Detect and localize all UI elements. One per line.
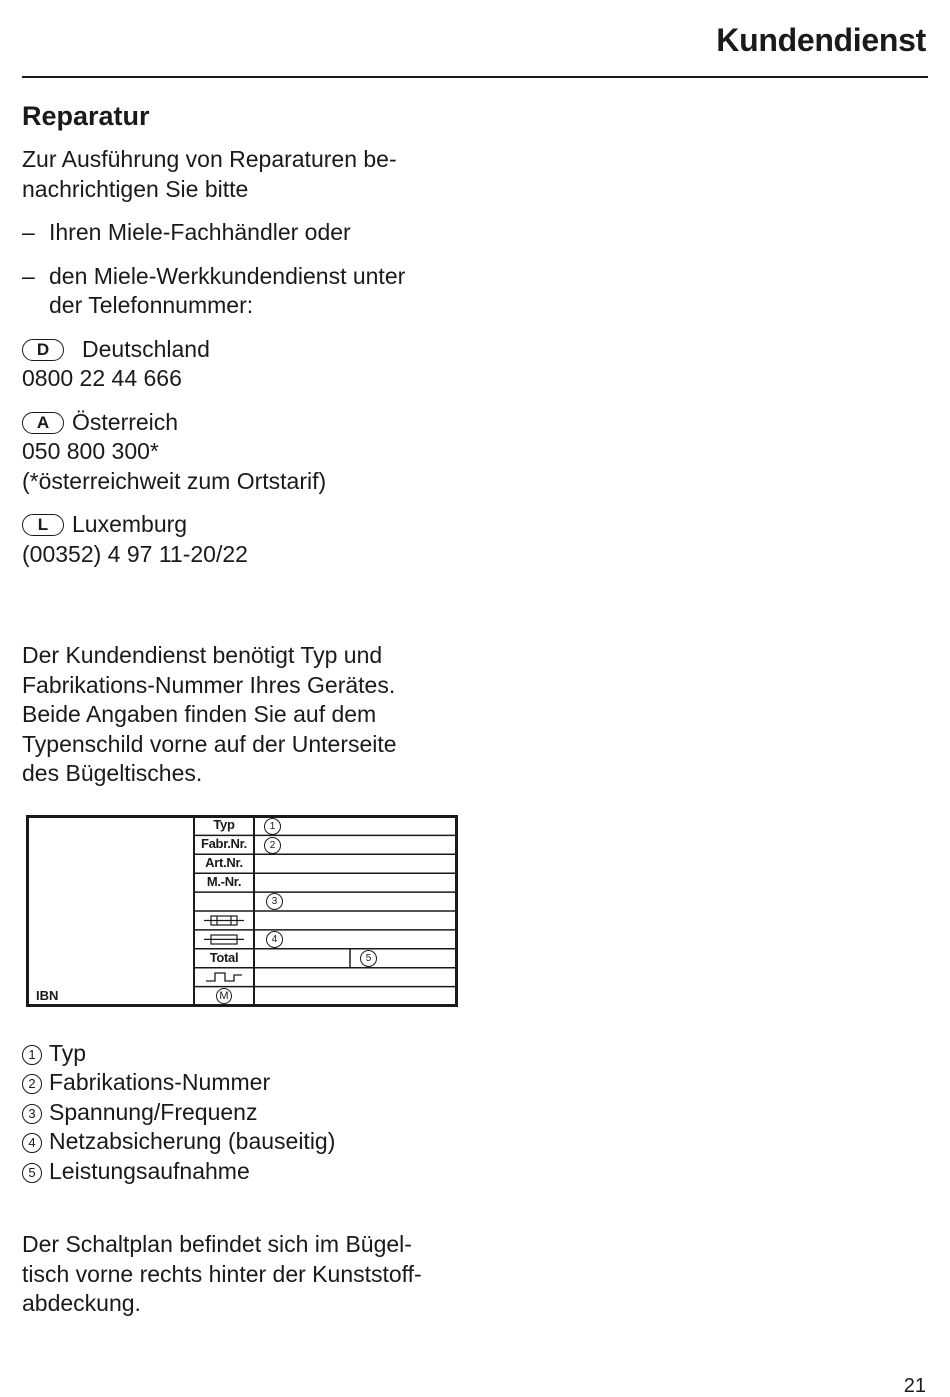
closing-line: Der Schaltplan befindet sich im Bügel-: [22, 1231, 412, 1257]
country-code-badge: L: [22, 514, 64, 536]
info-line: Typenschild vorne auf der Unterseite: [22, 730, 397, 757]
section-title: Reparatur: [22, 101, 150, 131]
plate-label-ibn: IBN: [36, 987, 59, 1003]
dash-marker: –: [22, 219, 35, 245]
phone-number: 0800 22 44 666: [22, 365, 182, 391]
intro-line: Zur Ausführung von Reparaturen be-: [22, 146, 397, 172]
legend-number: 4: [22, 1133, 42, 1153]
plate-label-m-nr: M.-Nr.: [206, 873, 242, 889]
plate-label-fabr-nr: Fabr.Nr.: [200, 835, 247, 851]
legend-number: 2: [22, 1074, 42, 1094]
info-line: Der Kundendienst benötigt Typ und: [22, 642, 383, 668]
fuse-icon: [204, 935, 244, 944]
fuse-icon: [204, 916, 244, 925]
nameplate-diagram: [26, 815, 458, 1007]
page-header-title: Kundendienst: [716, 22, 926, 58]
info-paragraph: [22, 641, 462, 789]
option-item: [22, 218, 462, 248]
plate-marker: 1: [264, 818, 281, 835]
closing-paragraph: [22, 1230, 462, 1319]
closing-line: tisch vorne rechts hinter der Kunststoff-: [22, 1260, 422, 1287]
dash-marker: –: [22, 262, 35, 289]
plate-marker: 2: [264, 837, 281, 854]
country-code-badge: D: [22, 339, 64, 361]
intro-line: nachrichtigen Sie bitte: [22, 175, 249, 202]
page-number: 21: [903, 1375, 926, 1397]
legend-number: 3: [22, 1104, 42, 1124]
option-line: Ihren Miele-Fachhändler oder: [49, 219, 351, 245]
phone-number: 050 800 300*: [22, 438, 159, 464]
legend-item: [22, 1127, 462, 1157]
option-item: [22, 262, 462, 321]
country-entry-austria: [22, 408, 462, 497]
country-name: Österreich: [72, 408, 179, 435]
country-name: Luxemburg: [72, 511, 188, 537]
legend-number: 1: [22, 1045, 42, 1065]
country-code-badge: A: [22, 412, 64, 434]
country-name: Deutschland: [82, 335, 210, 362]
pulse-icon: [206, 973, 242, 981]
header-divider: [22, 76, 928, 78]
phone-note: (*österreichweit zum Ortstarif): [22, 467, 327, 494]
phone-number: (00352) 4 97 11-20/22: [22, 540, 248, 567]
intro-paragraph: [22, 145, 462, 204]
legend-item: [22, 1098, 462, 1128]
legend-item: [22, 1157, 462, 1187]
legend-text: Netzabsicherung (bauseitig): [49, 1128, 336, 1154]
plate-label-typ: Typ: [213, 816, 235, 832]
plate-marker: 5: [360, 950, 377, 967]
option-line: den Miele-Werkkundendienst unter: [49, 262, 406, 289]
nameplate-legend: [22, 1039, 462, 1187]
legend-item: [22, 1068, 462, 1098]
main-column: [22, 100, 462, 1333]
legend-item: [22, 1039, 462, 1069]
legend-text: Fabrikations-Nummer: [49, 1069, 271, 1095]
plate-marker: 4: [266, 931, 283, 948]
plate-label-total: Total: [209, 949, 239, 965]
plate-marker: 3: [266, 893, 283, 910]
info-line: Fabrikations-Nummer Ihres Gerätes.: [22, 671, 396, 698]
country-entry-germany: [22, 335, 462, 394]
plate-label-art-nr: Art.Nr.: [205, 854, 243, 870]
country-entry-luxembourg: [22, 510, 462, 569]
legend-text: Typ: [49, 1039, 87, 1066]
info-line: Beide Angaben finden Sie auf dem: [22, 701, 377, 727]
info-line: des Bügeltisches.: [22, 760, 203, 786]
closing-line: abdeckung.: [22, 1290, 141, 1316]
option-line: der Telefonnummer:: [49, 292, 254, 318]
motor-icon: M: [216, 988, 232, 1004]
legend-text: Spannung/Frequenz: [49, 1098, 258, 1125]
legend-text: Leistungsaufnahme: [49, 1157, 250, 1184]
legend-number: 5: [22, 1163, 42, 1183]
